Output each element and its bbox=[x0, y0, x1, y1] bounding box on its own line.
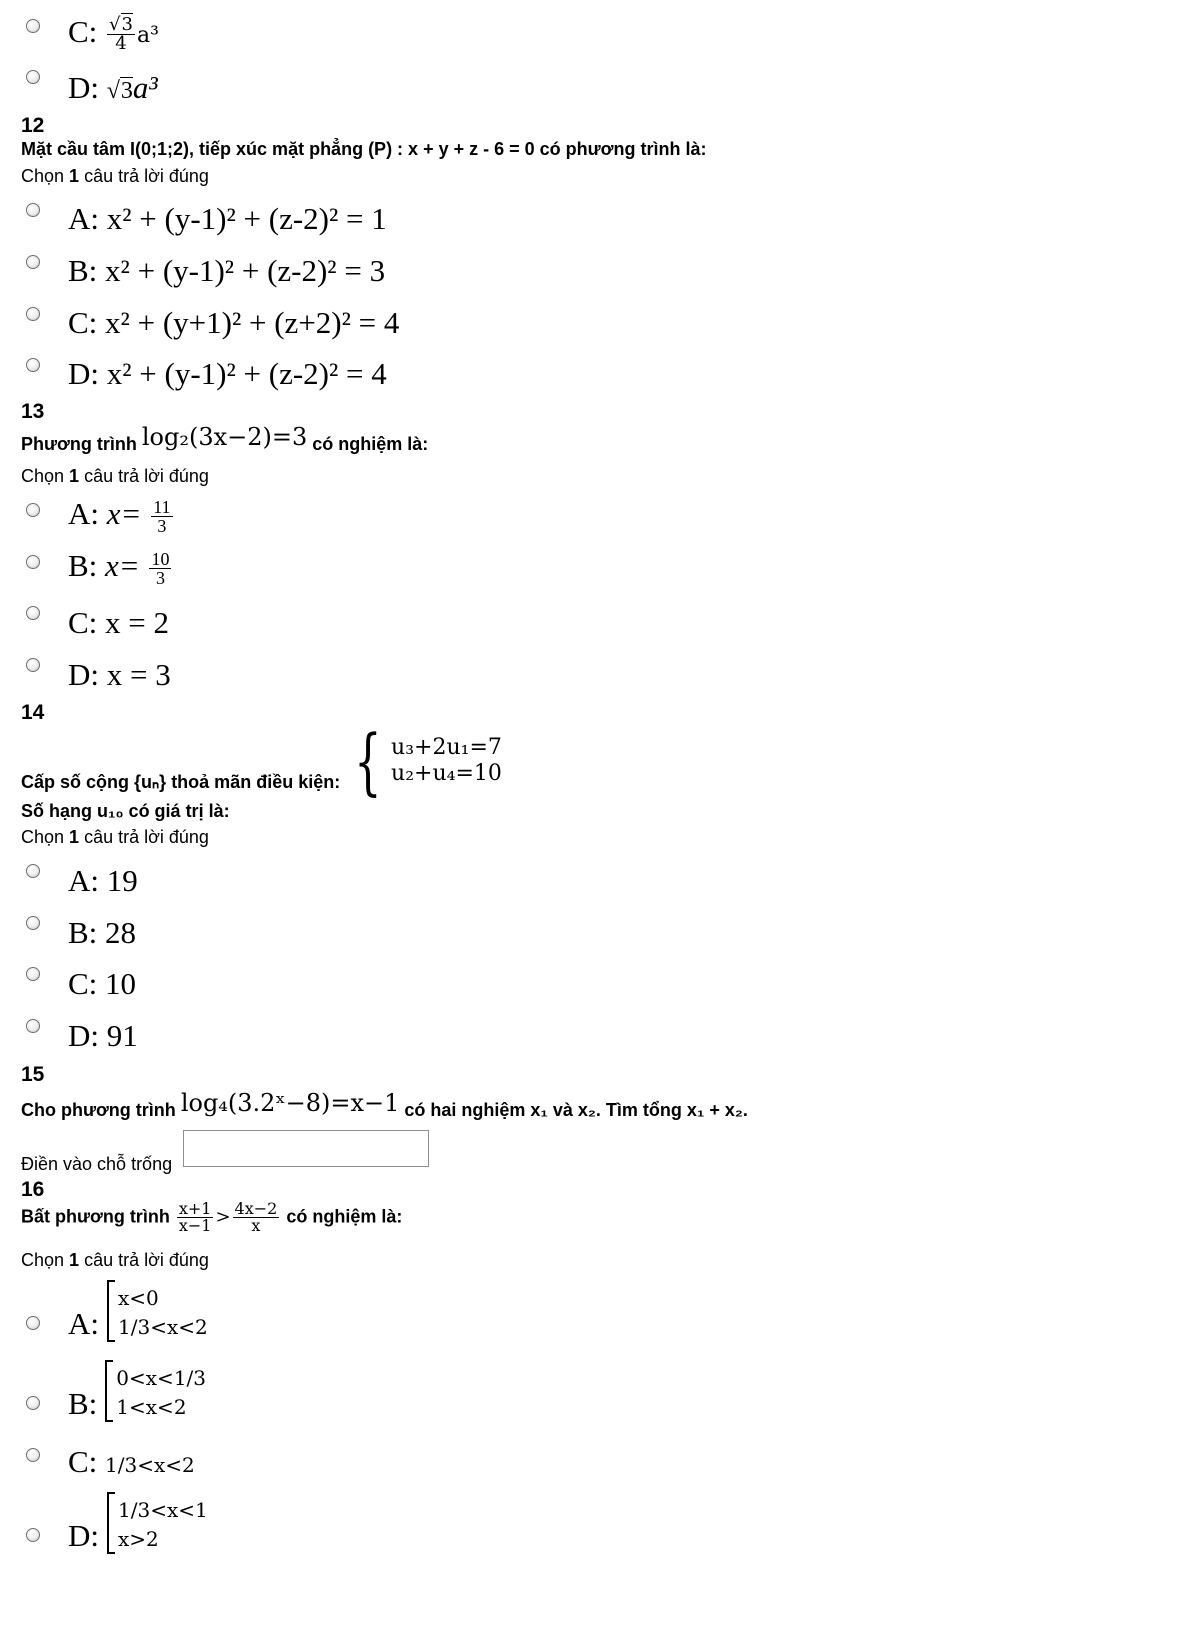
question-number-14: 14 bbox=[21, 701, 45, 724]
radio-13-d[interactable] bbox=[26, 658, 40, 672]
option-13-c: C: x = 2 bbox=[68, 605, 170, 640]
option-16-c: C: 1/3<x<2 bbox=[68, 1444, 195, 1479]
question-number-16: 16 bbox=[21, 1178, 45, 1201]
answer-input-15[interactable] bbox=[183, 1130, 429, 1167]
option-14-c: C: 10 bbox=[68, 966, 137, 1001]
question-stem-14-line2: Số hạng u₁₀ có giá trị là: bbox=[21, 801, 230, 821]
option-16-a: A: x<0 1/3<x<2 bbox=[68, 1280, 208, 1342]
radio-16-d[interactable] bbox=[26, 1528, 40, 1542]
option-13-d: D: x = 3 bbox=[68, 657, 171, 692]
fill-blank-label: Điền vào chỗ trống bbox=[21, 1154, 173, 1174]
prompt-16: Chọn 1 câu trả lời đúng bbox=[21, 1250, 209, 1270]
question-stem-14: Cấp số cộng {uₙ} thoả mãn điều kiện: { u₃+2u₁=7 u₂+u₄=10 bbox=[21, 719, 502, 803]
prompt-12: Chọn 1 câu trả lời đúng bbox=[21, 166, 209, 186]
radio-16-a[interactable] bbox=[26, 1316, 40, 1330]
option-prev-c: C: $\frac{√3}{4}$ a³ bbox=[68, 14, 159, 55]
question-number-12: 12 bbox=[21, 114, 45, 137]
option-12-d: D: x² + (y-1)² + (z-2)² = 4 bbox=[68, 356, 387, 391]
option-16-b: B: 0<x<1/3 1<x<2 bbox=[68, 1360, 206, 1422]
question-stem-13: Phương trình log₂(3x−2)=3 có nghiệm là: bbox=[21, 423, 429, 454]
radio-12-c[interactable] bbox=[26, 307, 40, 321]
question-number-15: 15 bbox=[21, 1063, 45, 1086]
question-number-13: 13 bbox=[21, 400, 45, 423]
question-stem-16: Bất phương trình $\frac{x+1}{x-1}$ > $\frac{4x-2}{x}$ có nghiệm là: bbox=[21, 1199, 403, 1235]
option-14-a: A: 19 bbox=[68, 863, 138, 898]
radio-14-c[interactable] bbox=[26, 967, 40, 981]
radio-14-a[interactable] bbox=[26, 864, 40, 878]
option-12-b: B: x² + (y-1)² + (z-2)² = 3 bbox=[68, 253, 386, 288]
option-16-d: D: 1/3<x<1 x>2 bbox=[68, 1492, 208, 1554]
radio-16-b[interactable] bbox=[26, 1396, 40, 1410]
prompt-14: Chọn 1 câu trả lời đúng bbox=[21, 827, 209, 847]
prompt-13: Chọn 1 câu trả lời đúng bbox=[21, 466, 209, 486]
radio-prev-c[interactable] bbox=[26, 19, 40, 33]
radio-12-a[interactable] bbox=[26, 203, 40, 217]
radio-14-b[interactable] bbox=[26, 916, 40, 930]
question-stem-12: Mặt cầu tâm I(0;1;2), tiếp xúc mặt phẳng (P) : x + y + z - 6 = 0 có phương trình là: bbox=[21, 139, 707, 159]
option-12-a: A: x² + (y-1)² + (z-2)² = 1 bbox=[68, 201, 387, 236]
condition-system: { u₃+2u₁=7 u₂+u₄=10 bbox=[354, 719, 502, 803]
radio-12-d[interactable] bbox=[26, 358, 40, 372]
radio-12-b[interactable] bbox=[26, 255, 40, 269]
option-prev-d: D: √3a³ bbox=[68, 70, 158, 105]
radio-13-c[interactable] bbox=[26, 606, 40, 620]
question-stem-15: Cho phương trình log₄(3.2ˣ−8)=x−1 có hai nghiệm x₁ và x₂. Tìm tổng x₁ + x₂. bbox=[21, 1089, 748, 1120]
radio-16-c[interactable] bbox=[26, 1448, 40, 1462]
option-13-a: A: x= $\frac{11}{3}$ bbox=[68, 496, 171, 537]
option-12-c: C: x² + (y+1)² + (z+2)² = 4 bbox=[68, 305, 400, 340]
radio-13-a[interactable] bbox=[26, 503, 40, 517]
radio-prev-d[interactable] bbox=[26, 70, 40, 84]
radio-13-b[interactable] bbox=[26, 555, 40, 569]
option-14-d: D: 91 bbox=[68, 1018, 138, 1053]
option-13-b: B: x= $\frac{10}{3}$ bbox=[68, 548, 170, 589]
option-14-b: B: 28 bbox=[68, 915, 137, 950]
radio-14-d[interactable] bbox=[26, 1019, 40, 1033]
